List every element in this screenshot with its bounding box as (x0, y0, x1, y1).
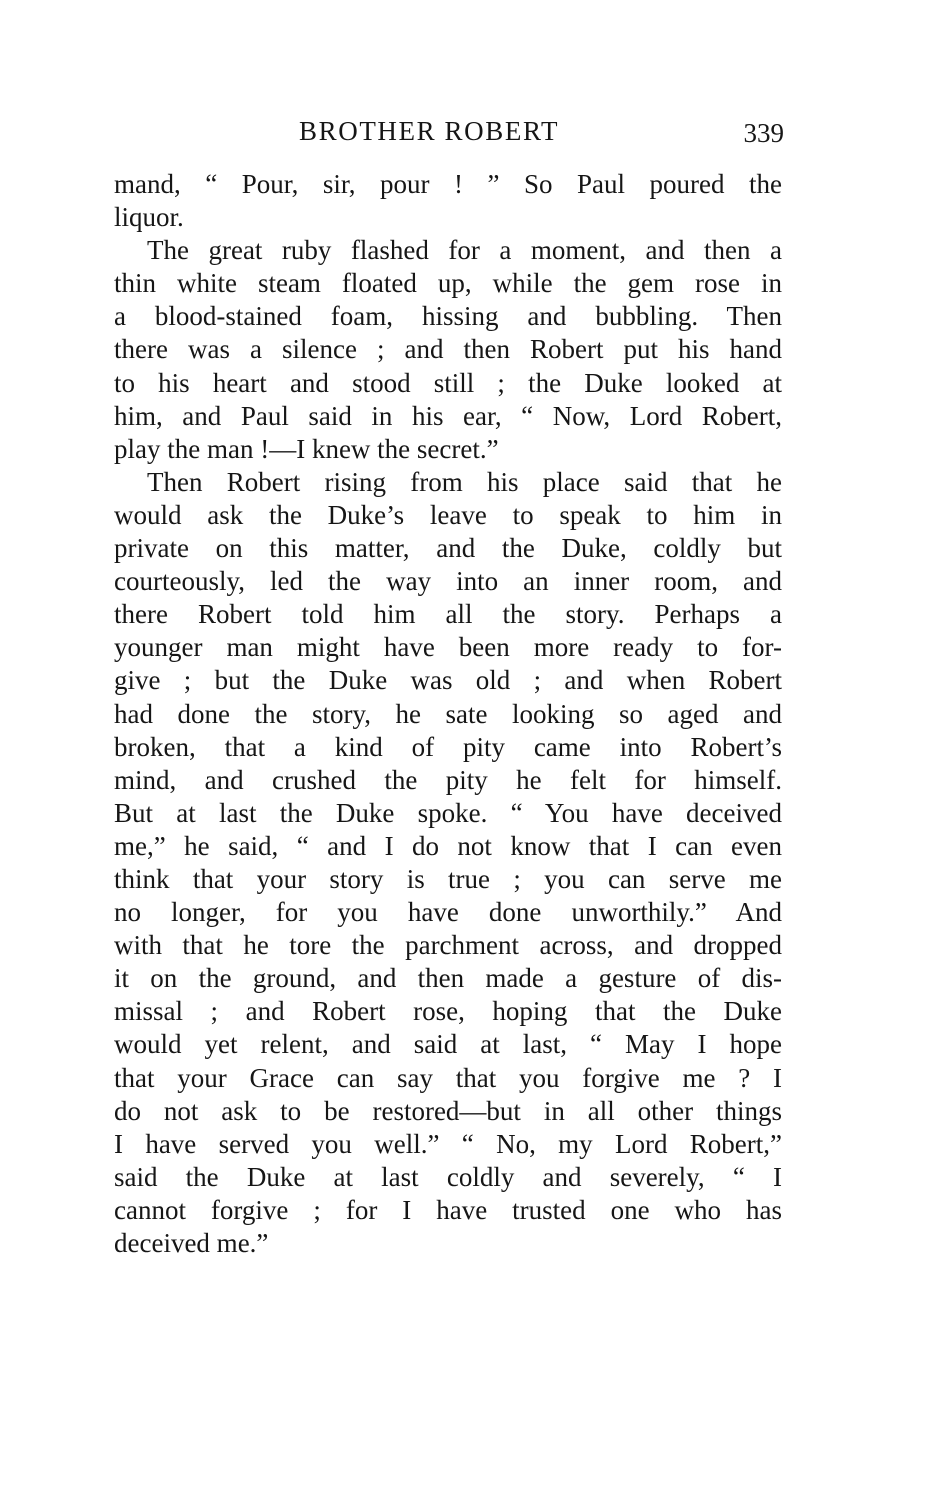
text-line: there Robert told him all the story. Perhaps a (114, 599, 782, 630)
text-line: had done the story, he sate looking so aged and (114, 698, 782, 729)
text-line: mand, “ Pour, sir, pour ! ” So Paul poured the (114, 169, 782, 199)
text-line: liquor. (114, 202, 184, 233)
text-line: Then Robert rising from his place said that he (147, 466, 782, 497)
text-line: I have served you well.” “ No, my Lord Robert,” (114, 1128, 782, 1159)
text-line: courteously, led the way into an inner room, and (114, 566, 782, 597)
text-line: do not ask to be restored—but in all other things (114, 1095, 782, 1126)
text-line: there was a silence ; and then Robert put his hand (114, 334, 782, 365)
text-line: But at last the Duke spoke. “ You have deceived (114, 797, 782, 828)
running-head (114, 111, 784, 151)
text-line: give ; but the Duke was old ; and when Robert (114, 665, 782, 696)
text-line: younger man might have been more ready to for- (114, 632, 782, 663)
text-line: it on the ground, and then made a gesture of dis- (114, 963, 782, 994)
text-line: would yet relent, and said at last, “ May I hope (114, 1029, 782, 1060)
text-line: mind, and crushed the pity he felt for himself. (114, 764, 782, 795)
text-line: missal ; and Robert rose, hoping that the Duke (114, 996, 782, 1027)
text-line: with that he tore the parchment across, and dropped (114, 930, 782, 961)
text-line: thin white steam floated up, while the gem rose in (114, 268, 782, 299)
text-line: him, and Paul said in his ear, “ Now, Lord Robert, (114, 400, 782, 431)
text-line: that your Grace can say that you forgive me ? I (114, 1062, 782, 1093)
page-number: 339 (743, 118, 784, 148)
text-line: The great ruby flashed for a moment, and then a (147, 235, 782, 266)
running-head-title: BROTHER ROBERT (299, 116, 560, 146)
text-line: to his heart and stood still ; the Duke looked at (114, 367, 782, 398)
text-line: me,” he said, “ and I do not know that I can even (114, 830, 782, 861)
text-line: cannot forgive ; for I have trusted one who has (114, 1194, 782, 1225)
text-line: broken, that a kind of pity came into Robert’s (114, 731, 782, 762)
body-text (114, 168, 782, 1260)
text-line: a blood-stained foam, hissing and bubbling. Then (114, 301, 782, 332)
text-line: said the Duke at last coldly and severely, “ I (114, 1161, 782, 1192)
text-line: play the man !—I knew the secret.” (114, 433, 499, 464)
text-line: deceived me.” (114, 1228, 269, 1258)
text-line: would ask the Duke’s leave to speak to him in (114, 499, 782, 530)
text-line: no longer, for you have done unworthily.” And (114, 897, 782, 928)
text-line: think that your story is true ; you can serve me (114, 863, 782, 894)
text-line: private on this matter, and the Duke, coldly but (114, 533, 782, 564)
